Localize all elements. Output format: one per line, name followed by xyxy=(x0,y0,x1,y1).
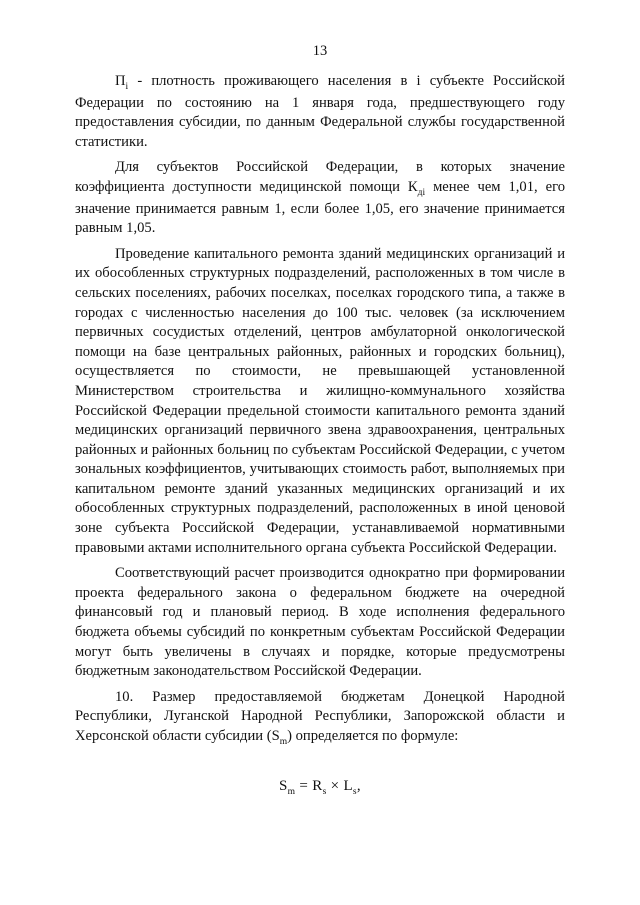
formula: $S_m = R_s \times L_s$, xyxy=(279,778,361,797)
symbol-p: $П_i$ xyxy=(115,73,129,92)
paragraph-calculation: Соответствующий расчет производится однократно при формировании проекта федерального закона о федеральном бюджете на очередной финансовый год и плановый период. В ходе исполнения федерального бюджета объемы субсидий по конкретным субъектам Российской Федерации могут быть увеличены в случаях и порядке, которые предусмотрены бюджетным законодательством Российской Федерации. xyxy=(75,565,565,680)
paragraph-coefficient: Для субъектов Российской Федерации, в которых значение коэффициента доступности медицинской помощи $К_{дi}$ менее чем 1,01, его значение принимается равным 1, если более 1,05, его значение принимается равным 1,05. xyxy=(75,159,566,237)
page-number: 13 xyxy=(312,43,328,59)
symbol-s: $S_m$ xyxy=(271,728,288,747)
symbol-k: $К_{дi}$ xyxy=(407,178,426,198)
paragraph-population-density: $П_i$ - плотность проживающего населения в i субъекте Российской Федерации по состоянию на 1 января года, предшествующего году предоставления субсидии, по данным Федеральной службы государственной статистики. xyxy=(75,73,565,150)
paragraph-capital-repair: Проведение капитального ремонта зданий медицинских организаций и их обособленных структурных подразделений, расположенных в том числе в сельских поселениях, рабочих поселках, поселках городского типа, а также в городах с численностью населения до 100 тыс. человек (за исключением первичных сосудистых отделений, центров амбулаторной онкологической помощи на базе центральных районных, районных и городских больниц), осуществляется по стоимости, не превышающей установленной Министерством строительства и жилищно-коммунального хозяйства Российской Федерации предельной стоимости капитального ремонта зданий медицинских организаций первичного звена здравоохранения, центральных районных и районных больниц по субъектам Российской Федерации, с учетом зональных коэффициентов, учитывающих стоимость работ, выполняемых при капитальном ремонте зданий указанных медицинских организаций и их обособленных структурных подразделений, расположенных в иной ценовой зоне субъекта Российской Федерации, устанавливаемой нормативными правовыми актами исполнительного органа субъекта Российской Федерации. xyxy=(75,245,565,556)
body-text xyxy=(75,72,565,749)
paragraph-subsidy-size: 10. Размер предоставляемой бюджетам Донецкой Народной Республики, Луганской Народной Республики, Запорожской области и Херсонской области субсидии $(S_m)$ определяется по формуле: xyxy=(75,688,565,747)
